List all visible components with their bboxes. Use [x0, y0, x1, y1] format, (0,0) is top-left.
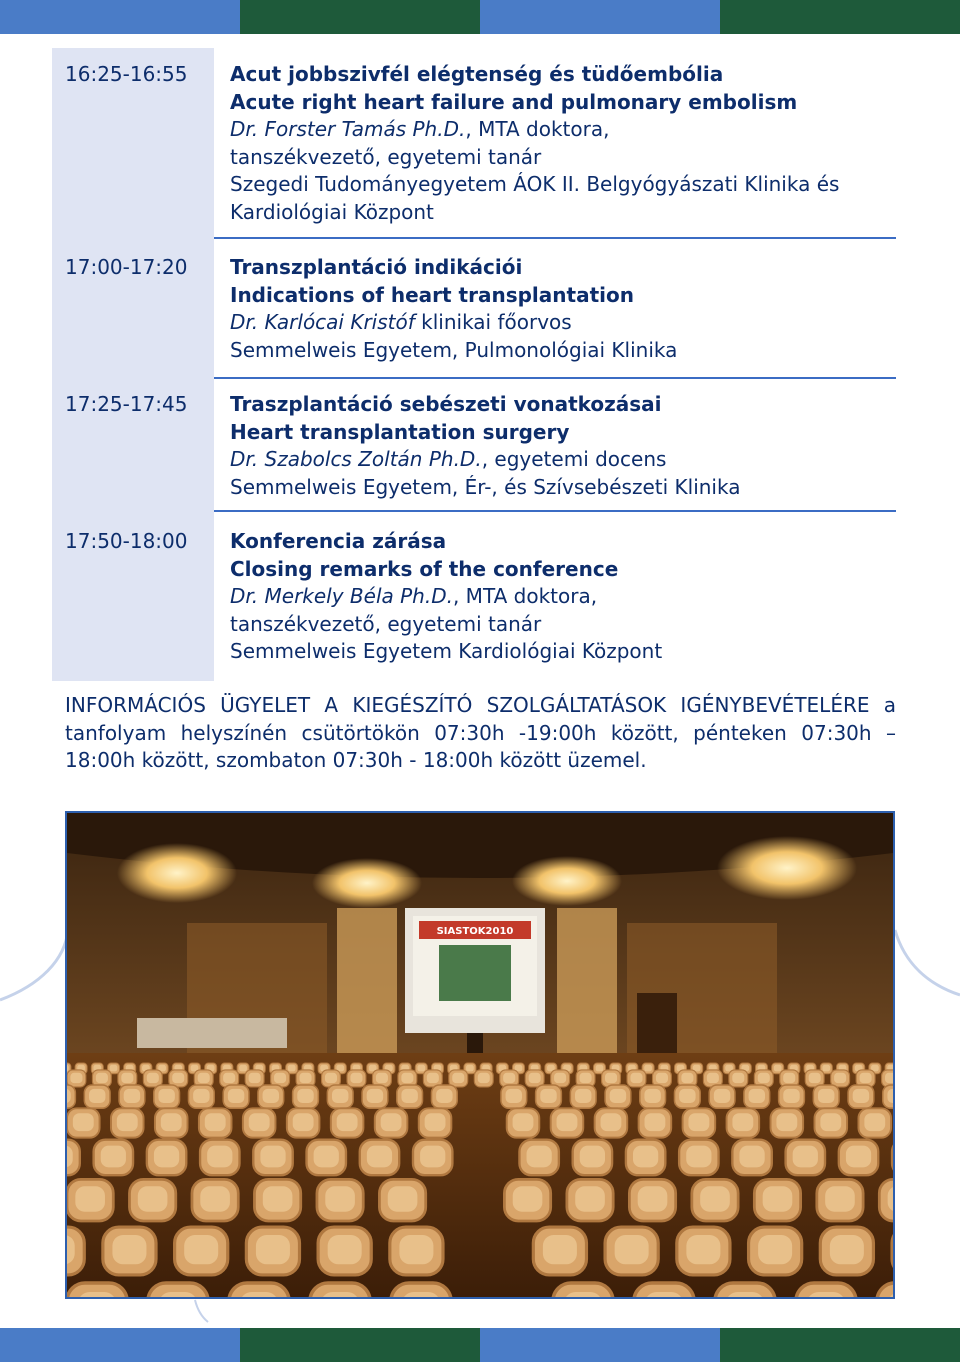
- chair-cushion: [783, 1073, 795, 1083]
- slide-title: SIASTOK2010: [436, 926, 514, 937]
- speaker-title: klinikai főorvos: [414, 310, 572, 335]
- affiliation-line: Semmelweis Egyetem Kardiológiai Központ: [230, 639, 663, 664]
- session-time: 17:00-17:20: [65, 255, 188, 279]
- chair-cushion: [739, 1146, 764, 1168]
- chair-cushion: [147, 1073, 159, 1083]
- chair-cushion: [700, 1186, 730, 1211]
- slide-image: [439, 945, 511, 1001]
- session-divider: [214, 377, 896, 379]
- curtain-gold: [337, 908, 397, 1068]
- chair-cushion: [172, 1073, 184, 1083]
- session-title-en: Acute right heart failure and pulmonary embolism: [230, 89, 798, 114]
- session-body: [230, 254, 896, 364]
- stripe-segment-blue: [480, 1328, 720, 1362]
- chair-cushion: [337, 1113, 358, 1131]
- chair-cushion: [580, 1073, 592, 1083]
- chair-cushion: [388, 1186, 418, 1211]
- chandelier-light: [512, 856, 622, 906]
- chair-cushion: [112, 1235, 146, 1264]
- chair-cushion: [263, 1186, 293, 1211]
- chair-cushion: [328, 1235, 362, 1264]
- speaker-line: [230, 446, 896, 474]
- top-color-stripe: [0, 0, 960, 34]
- chair-cushion: [846, 1146, 871, 1168]
- affiliation-line: tanszékvezető, egyetemi tanár: [230, 144, 542, 169]
- chair-cushion: [758, 1235, 792, 1264]
- chair-cushion: [350, 1073, 362, 1083]
- conference-hall-photo: [65, 811, 895, 1299]
- session-divider: [214, 510, 896, 512]
- head-table: [137, 1018, 287, 1048]
- speaker-line: [230, 309, 896, 337]
- affiliation-line: Kardiológiai Központ: [230, 199, 434, 224]
- session-title-en: Closing remarks of the conference: [230, 556, 619, 581]
- chair-cushion: [793, 1146, 818, 1168]
- session-title-en: Heart transplantation surgery: [230, 419, 570, 444]
- chair-cushion: [124, 1089, 140, 1103]
- chair-cushion: [818, 1089, 834, 1103]
- affiliation-line: Semmelweis Egyetem, Pulmonológiai Klinika: [230, 337, 678, 362]
- stripe-segment-blue: [0, 1328, 240, 1362]
- chair-cushion: [610, 1089, 626, 1103]
- chair-cushion: [681, 1073, 693, 1083]
- chair-cushion: [158, 1089, 174, 1103]
- info-paragraph: INFORMÁCIÓS ÜGYELET A KIEGÉSZÍTÓ SZOLGÁLTATÁSOK IGÉNYBEVÉTELÉRE a tanfolyam helyszínén csütörtökön 07:30h -19:00h között, pénteken 07:30h – 18:00h között, szombaton 07:30h - 18:00h között üzemel.: [65, 693, 896, 773]
- chair-cushion: [70, 1073, 82, 1083]
- chair-cushion: [249, 1073, 261, 1083]
- chair-cushion: [466, 1065, 474, 1072]
- chair-cushion: [686, 1146, 711, 1168]
- affiliation-line: tanszékvezető, egyetemi tanár: [230, 611, 542, 636]
- chair-cushion: [864, 1113, 885, 1131]
- chair-cushion: [452, 1073, 464, 1083]
- chair-cushion: [239, 1065, 247, 1072]
- chair-cushion: [256, 1235, 290, 1264]
- chair-cushion: [367, 1089, 383, 1103]
- session-time: 16:25-16:55: [65, 62, 188, 86]
- chair-cushion: [399, 1235, 433, 1264]
- chair-cushion: [223, 1073, 235, 1083]
- session-body: [230, 61, 896, 227]
- chair-cushion: [425, 1113, 446, 1131]
- chair-cushion: [198, 1073, 210, 1083]
- decorative-curve-right: [895, 930, 960, 995]
- chair-cushion: [644, 1113, 665, 1131]
- program-session-3: [52, 391, 896, 506]
- chair-cushion: [707, 1073, 719, 1083]
- chair-cushion: [749, 1089, 765, 1103]
- chair-cushion: [420, 1146, 445, 1168]
- chair-cushion: [630, 1073, 642, 1083]
- chair-cushion: [543, 1235, 577, 1264]
- session-divider: [214, 237, 896, 239]
- chair-cushion: [834, 1073, 846, 1083]
- program-session-2: [52, 254, 896, 369]
- chair-cushion: [776, 1113, 797, 1131]
- chair-cushion: [110, 1065, 118, 1072]
- chair-cushion: [830, 1235, 864, 1264]
- session-time: 17:25-17:45: [65, 392, 188, 416]
- chair-cushion: [401, 1073, 413, 1083]
- chair-cushion: [417, 1065, 425, 1072]
- chair-cushion: [714, 1089, 730, 1103]
- chair-cushion: [75, 1186, 105, 1211]
- chair-cushion: [825, 1186, 855, 1211]
- session-body: [230, 391, 896, 501]
- speaker-title: , MTA doktora,: [452, 584, 598, 609]
- speaker-line: [230, 116, 896, 144]
- chair-cushion: [644, 1089, 660, 1103]
- chair-cushion: [288, 1065, 296, 1072]
- chair-cushion: [783, 1089, 799, 1103]
- chair-cushion: [557, 1113, 578, 1131]
- chair-cushion: [138, 1186, 168, 1211]
- session-body: [230, 528, 896, 666]
- chair-cushion: [117, 1113, 138, 1131]
- session-time: 17:50-18:00: [65, 529, 188, 553]
- chair-cushion: [314, 1146, 339, 1168]
- chair-cushion: [615, 1235, 649, 1264]
- chair-cushion: [605, 1073, 617, 1083]
- chair-cushion: [575, 1186, 605, 1211]
- chair-cushion: [401, 1089, 417, 1103]
- chair-cushion: [513, 1113, 534, 1131]
- chair-cushion: [679, 1089, 695, 1103]
- wall-panel-left: [187, 923, 327, 1073]
- chair-cushion: [503, 1073, 515, 1083]
- chair-cushion: [205, 1113, 226, 1131]
- speaker-name: Dr. Karlócai Kristóf: [230, 310, 415, 335]
- chair-cushion: [809, 1073, 821, 1083]
- stripe-segment-blue: [480, 0, 720, 34]
- chair-cushion: [758, 1073, 770, 1083]
- stripe-segment-blue: [0, 0, 240, 34]
- chair-cushion: [293, 1113, 314, 1131]
- speaker-title: , MTA doktora,: [465, 117, 610, 142]
- chair-cushion: [529, 1073, 541, 1083]
- chair-cushion: [325, 1073, 337, 1083]
- affiliation-line: Szegedi Tudományegyetem ÁOK II. Belgyógyászati Klinika és: [230, 172, 840, 197]
- chair-cushion: [96, 1073, 108, 1083]
- chair-cushion: [200, 1186, 230, 1211]
- conference-hall-illustration: [67, 813, 893, 1297]
- session-title-hu: Traszplantáció sebészeti vonatkozásai: [230, 392, 662, 416]
- chair-cushion: [596, 1065, 604, 1072]
- decorative-curve-left: [0, 930, 68, 1000]
- chair-cushion: [193, 1089, 209, 1103]
- chair-cushion: [332, 1089, 348, 1103]
- chair-cushion: [575, 1089, 591, 1103]
- chair-cushion: [554, 1073, 566, 1083]
- chair-cushion: [885, 1073, 893, 1083]
- chair-cushion: [367, 1146, 392, 1168]
- chair-cushion: [297, 1089, 313, 1103]
- session-title-en: Indications of heart transplantation: [230, 282, 634, 307]
- chair-cushion: [633, 1146, 658, 1168]
- chair-cushion: [853, 1089, 869, 1103]
- chair-cushion: [154, 1146, 179, 1168]
- chair-cushion: [527, 1146, 552, 1168]
- chair-cushion: [540, 1089, 556, 1103]
- stripe-segment-green: [240, 1328, 480, 1362]
- chair-cushion: [478, 1073, 490, 1083]
- chair-cushion: [73, 1113, 94, 1131]
- chair-cushion: [638, 1186, 668, 1211]
- chair-cushion: [513, 1186, 543, 1211]
- curtain-gold: [557, 908, 617, 1068]
- chair-cushion: [688, 1113, 709, 1131]
- chandelier-light: [717, 836, 857, 900]
- chair-cushion: [161, 1113, 182, 1131]
- chair-cushion: [260, 1146, 285, 1168]
- chair-cushion: [381, 1113, 402, 1131]
- chair-cushion: [274, 1073, 286, 1083]
- program-session-1: [52, 61, 896, 231]
- chair-cushion: [774, 1065, 782, 1072]
- chair-cushion: [228, 1089, 244, 1103]
- program-session-4: [52, 528, 896, 670]
- chair-cushion: [822, 1065, 830, 1072]
- chair-cushion: [249, 1113, 270, 1131]
- chair-cushion: [207, 1146, 232, 1168]
- chair-cushion: [656, 1073, 668, 1083]
- chair-cushion: [506, 1089, 522, 1103]
- chair-cushion: [89, 1089, 105, 1103]
- speaker-title: , egyetemi docens: [481, 447, 667, 472]
- chair-cushion: [300, 1073, 312, 1083]
- chair-cushion: [184, 1235, 218, 1264]
- stripe-segment-green: [720, 0, 960, 34]
- chair-cushion: [601, 1113, 622, 1131]
- bottom-color-stripe: [0, 1328, 960, 1362]
- speaker-name: Dr. Forster Tamás Ph.D.: [230, 117, 466, 142]
- chair-cushion: [376, 1073, 388, 1083]
- chair-cushion: [427, 1073, 439, 1083]
- chandelier-light: [117, 843, 237, 903]
- chair-cushion: [436, 1089, 452, 1103]
- chair-cushion: [263, 1089, 279, 1103]
- speaker-name: Dr. Szabolcs Zoltán Ph.D.: [230, 447, 482, 472]
- chair-cushion: [732, 1073, 744, 1083]
- chair-cushion: [121, 1073, 133, 1083]
- chandelier-light: [312, 858, 422, 908]
- decorative-curve-bottom: [195, 1300, 208, 1322]
- chair-cushion: [101, 1146, 126, 1168]
- chair-cushion: [580, 1146, 605, 1168]
- stripe-segment-green: [240, 0, 480, 34]
- affiliation-line: Semmelweis Egyetem, Ér-, és Szívsebészeti Klinika: [230, 474, 741, 499]
- chair-cushion: [820, 1113, 841, 1131]
- session-title-hu: Transzplantáció indikációi: [230, 255, 523, 279]
- chair-cushion: [732, 1113, 753, 1131]
- chair-cushion: [860, 1073, 872, 1083]
- speaker-name: Dr. Merkely Béla Ph.D.: [230, 584, 453, 609]
- session-title-hu: Konferencia zárása: [230, 529, 447, 553]
- speaker-line: [230, 583, 896, 611]
- chair-cushion: [644, 1065, 652, 1072]
- chair-cushion: [763, 1186, 793, 1211]
- chair-cushion: [686, 1235, 720, 1264]
- session-title-hu: Acut jobbszivfél elégtenség és tüdőembólia: [230, 62, 724, 86]
- stripe-segment-green: [720, 1328, 960, 1362]
- chair-cushion: [325, 1186, 355, 1211]
